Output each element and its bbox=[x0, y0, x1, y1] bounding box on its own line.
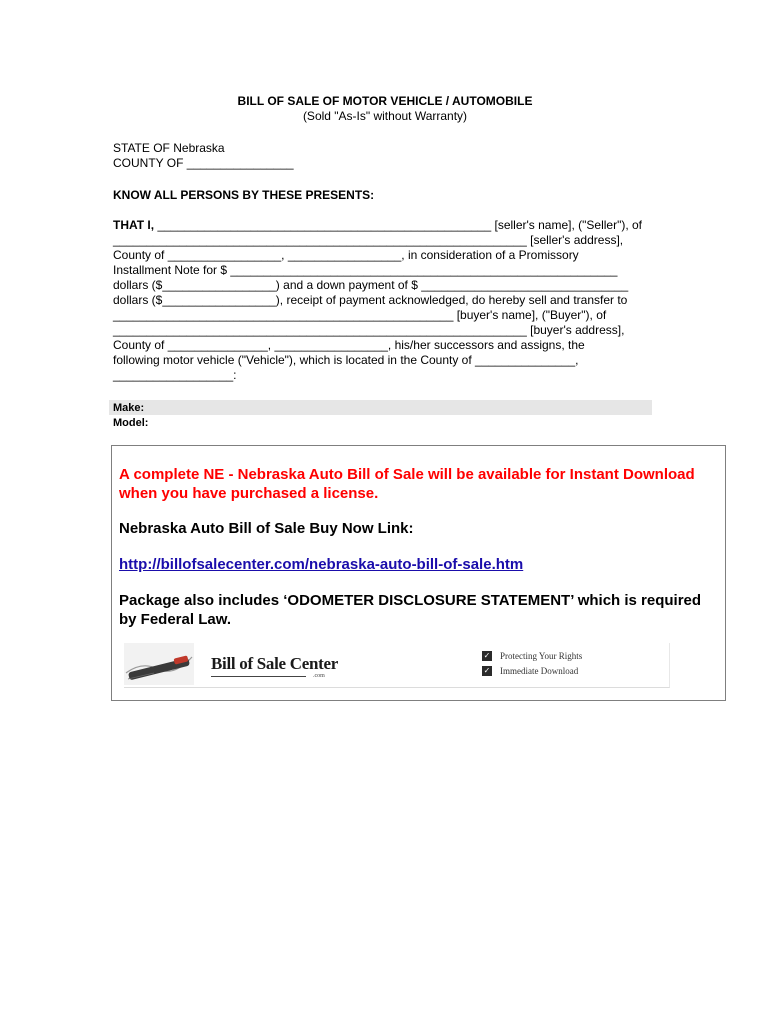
vehicle-band bbox=[109, 400, 652, 415]
state-line: STATE OF Nebraska bbox=[113, 141, 225, 155]
banner-feature-protecting bbox=[482, 651, 582, 662]
body-line-10: __________________: bbox=[113, 368, 237, 382]
body-line-3: Installment Note for $ __________________________________________________________ bbox=[113, 263, 618, 277]
body-line-4: dollars ($_________________) and a down payment of $ _______________________________ bbox=[113, 278, 629, 292]
check-icon: ✓ bbox=[483, 651, 491, 660]
buy-now-link[interactable]: http://billofsalecenter.com/nebraska-auto-bill-of-sale.htm bbox=[119, 556, 524, 573]
document-subtitle: (Sold "As-Is" without Warranty) bbox=[302, 109, 468, 123]
body-line-8: County of _______________, _________________, his/her successors and assigns, the bbox=[113, 338, 585, 352]
body-line-9: following motor vehicle ("Vehicle"), which is located in the County of _______________, bbox=[113, 353, 579, 367]
know-all-heading: KNOW ALL PERSONS BY THESE PRESENTS: bbox=[113, 188, 375, 202]
banner-feature-1-label: Protecting Your Rights bbox=[500, 651, 583, 661]
that-i-label: THAT I, bbox=[113, 218, 155, 232]
banner-feature-2-label: Immediate Download bbox=[500, 666, 579, 676]
pen-signature-icon bbox=[124, 643, 194, 685]
body-line-0: __________________________________________________ [seller's name], ("Seller"), of bbox=[157, 218, 642, 232]
body-line-2: County of _________________, _________________, in consideration of a Promissory bbox=[113, 248, 579, 262]
body-line-1: ______________________________________________________________ [seller's address], bbox=[113, 233, 624, 247]
model-label: Model: bbox=[113, 417, 149, 429]
document-title: BILL OF SALE OF MOTOR VEHICLE / AUTOMOBILE bbox=[237, 94, 533, 108]
odometer-package-note: Package also includes ‘ODOMETER DISCLOSURE STATEMENT’ which is required by Federal Law. bbox=[119, 592, 702, 628]
promo-box bbox=[111, 445, 726, 701]
banner-divider bbox=[211, 676, 306, 677]
banner-dotcom: .com bbox=[313, 673, 325, 679]
body-line-6: ___________________________________________________ [buyer's name], ("Buyer"), of bbox=[113, 308, 607, 322]
body-line-7: ______________________________________________________________ [buyer's address], bbox=[113, 323, 625, 337]
make-label: Make: bbox=[113, 402, 145, 414]
county-line: COUNTY OF ________________ bbox=[113, 156, 294, 170]
check-icon: ✓ bbox=[483, 666, 491, 675]
buy-now-heading: Nebraska Auto Bill of Sale Buy Now Link: bbox=[119, 520, 414, 537]
banner-feature-download bbox=[482, 666, 578, 677]
instant-download-notice: A complete NE - Nebraska Auto Bill of Sale will be available for Instant Download when you have purchased a license. bbox=[119, 466, 695, 502]
that-i-line bbox=[113, 218, 642, 233]
banner-brand: Bill of Sale Center bbox=[211, 654, 338, 673]
body-line-5: dollars ($_________________), receipt of payment acknowledged, do hereby sell and transfer to bbox=[113, 293, 628, 307]
bill-of-sale-center-banner[interactable] bbox=[124, 643, 670, 688]
